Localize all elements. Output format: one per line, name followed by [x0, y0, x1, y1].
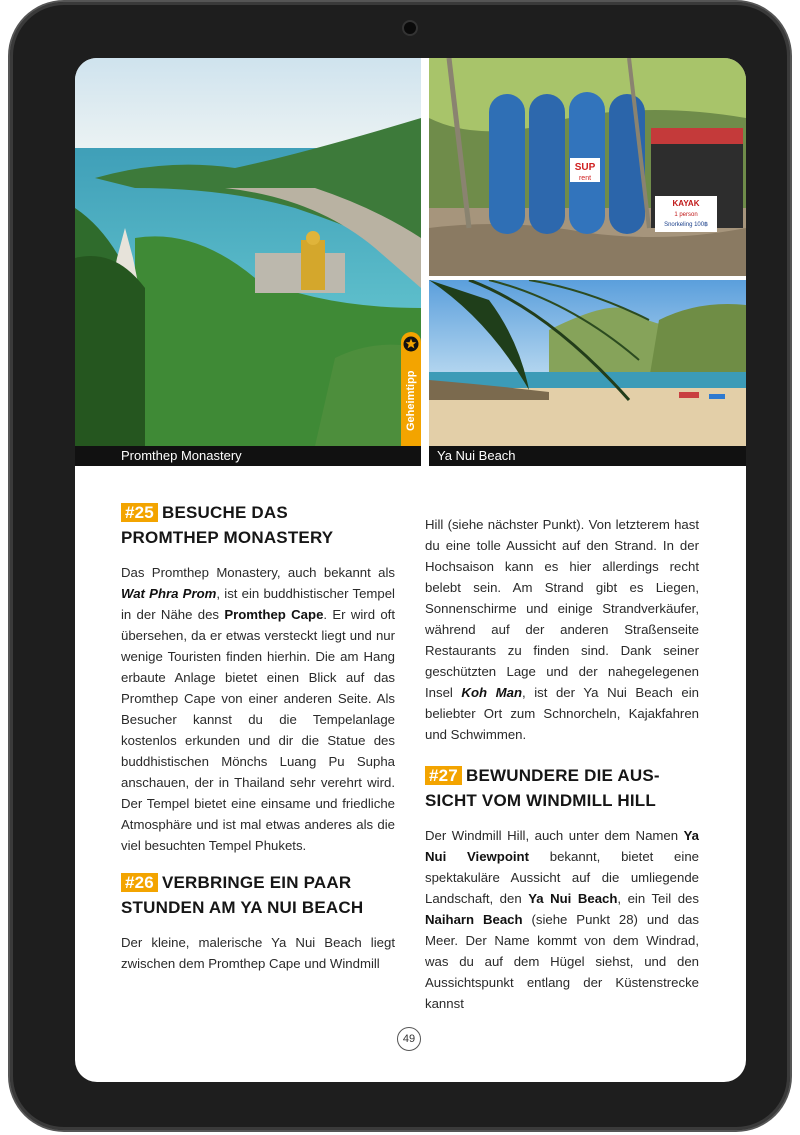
geheimtipp-label: Geheimtipp	[405, 370, 417, 432]
section-25-body: Das Promthep Monastery, auch bekannt als Wat Phra Prom, ist ein buddhistischer Tempel in der Nähe des Promthep Cape. Er wird oft übersehen, da er etwas versteckt liegt und nur wenige Touristen finden hierhin. Die am Hang erbaute Anlage bietet einen Blick auf das Promthep Cape von einer anderen Seite. Als Besucher kannst du die Tempelanlage kostenlos erkunden und dir die Statue des buddhistischen Mönchs Luang Pu Supha anschauen, der in Thailand sehr verehrt wird. Der Tempel bietet eine einsame und friedliche Atmosphäre und ist mal etwas anderes als die viel besuchten Tempel Phukets.	[121, 565, 395, 853]
photo-promthep-monastery	[75, 58, 421, 446]
section-26-body-start: Der kleine, malerische Ya Nui Beach liegt zwischen dem Promthep Cape und Windmill	[121, 935, 395, 971]
wat-phra-prom: Wat Phra Prom	[121, 586, 217, 601]
caption-ya-nui: Ya Nui Beach	[429, 446, 746, 466]
section-26-number: #26	[121, 873, 158, 892]
section-25	[121, 500, 395, 856]
section-27-title-line2: SICHT VOM WINDMILL HILL	[425, 791, 656, 810]
section-26-title-line2: STUNDEN AM YA NUI BEACH	[121, 898, 364, 917]
section-27-body: Der Windmill Hill, auch unter dem Namen Ya Nui Viewpoint bekannt, bietet eine spektakuläre Aussicht auf die umliegende Landschaft, den Ya Nui Beach, ein Teil des Naiharn Beach (siehe Punkt 28) und das Meer. Der Name kommt von dem Windrad, was du auf dem Hügel siehst, und den Aussichtspunkt entlang der Küstenstrecke kannst	[425, 828, 699, 1011]
camera-icon	[402, 20, 418, 36]
ya-nui-viewpoint: Ya Nui Viewpoint	[425, 828, 699, 864]
book-page	[75, 58, 746, 1082]
right-column	[425, 514, 699, 1026]
kayak-sign-snorkel: Snorkeling 100฿	[664, 222, 708, 228]
section-25-title-line1: BESUCHE DAS	[161, 503, 288, 522]
section-27-heading	[425, 763, 699, 813]
geheimtipp-badge	[401, 332, 421, 446]
naiharn-beach: Naiharn Beach	[425, 912, 523, 927]
photo-ya-nui-beach	[429, 280, 746, 446]
ya-nui-beach-bold: Ya Nui Beach	[528, 891, 618, 906]
section-25-title-line2: PROMTHEP MONASTERY	[121, 528, 334, 547]
caption-promthep: Promthep Monastery	[75, 446, 421, 466]
photo-sup-boards	[429, 58, 746, 276]
koh-man: Koh Man	[461, 685, 522, 700]
sup-sign-title: SUP	[574, 162, 596, 173]
kayak-sign-person: 1 person	[674, 212, 698, 218]
section-27	[425, 763, 699, 1014]
promthep-cape: Promthep Cape	[224, 607, 324, 622]
section-26	[121, 870, 395, 974]
section-27-number: #27	[425, 766, 462, 785]
section-26-body-cont: Hill (siehe nächster Punkt). Von letzterem hast du eine tolle Aussicht auf den Strand. In der Hochsaison kann es hier allerdings recht belebt sein. Am Strand gibt es Liegen, Sonnenschirme und einige Strandverkäufer, während auf der anderen Straßenseite Restaurants zu finden sind. Dank seiner geschützten Lage und der nahegelegenen Insel Koh Man, ist der Ya Nui Beach ein beliebter Ort zum Schnorcheln, Kajakfahren und Schwimmen.	[425, 517, 699, 742]
star-icon	[403, 336, 419, 352]
section-26-continued	[425, 514, 699, 745]
section-26-heading	[121, 870, 395, 920]
section-26-title-line1: VERBRINGE EIN PAAR	[161, 873, 352, 892]
section-27-title-line1: BEWUNDERE DIE AUS-	[465, 766, 660, 785]
tablet-frame	[10, 2, 790, 1130]
left-column	[121, 500, 395, 986]
section-25-number: #25	[121, 503, 158, 522]
kayak-sign-title: KAYAK	[672, 199, 700, 208]
sup-sign-rent: rent	[578, 175, 592, 182]
section-25-heading	[121, 500, 395, 550]
page-number: 49	[397, 1027, 421, 1051]
